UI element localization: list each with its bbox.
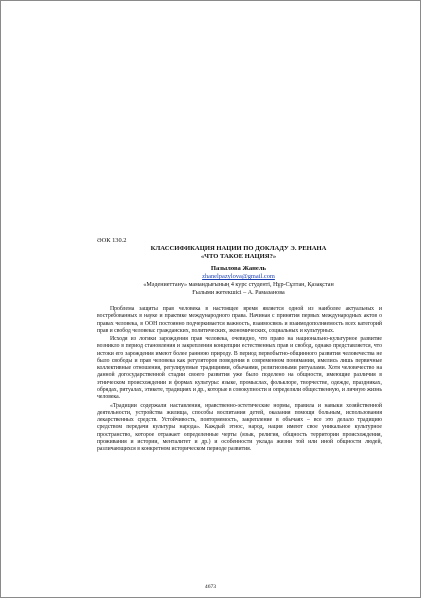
body-paragraph: Проблема защиты прав человека в настоящее время является одной из наиболее актуальных и востребованных в науке и практике международного права. Начиная с принятия первых международных актов о правах человека, в ООН постоянно подчеркивается важность, взаимосвязь и взаимодополняемость всех категорий прав и свобод человека: гражданских, политических, экономических, социальных и культурных. xyxy=(97,306,382,334)
body-paragraph: «Традиции содержали наставления, нравственно-эстетические нормы, правила и навыки хозяйственной деятельности, устройства жилища, способы воспитания детей, оказания помощи больным, использования лекарственных средств. Устойчивость, повторяемость, закрепление в обычаях – все это делало традицию средством передачи культуры народа». Каждый этнос, народ, нация имеют свое уникальное культурное пространство, которое отражает определенные черты (язык, религия, общность территории происхождения, проживания и истории, менталитет и др.) и особенности уклада жизни той или иной общности людей, различающихся в конкретном историческом периоде развития. xyxy=(97,402,382,453)
author-name: Пазылова Жанель xyxy=(210,265,267,272)
article-body xyxy=(97,306,382,453)
title-line: «ЧТО ТАКОЕ НАЦИЯ?» xyxy=(200,253,277,260)
author-affiliation xyxy=(97,281,380,297)
page-number: 4673 xyxy=(204,584,217,590)
article-title xyxy=(97,245,380,261)
title-line: КЛАССИФИКАЦИЯ НАЦИИ ПО ДОКЛАДУ Э. РЕНАНА xyxy=(150,245,327,252)
affiliation-line: Ғылыми жетекшісі – А. Рамазанова xyxy=(192,290,285,296)
author-email-link[interactable]: zhanelpazylova@gmail.com xyxy=(202,273,275,280)
affiliation-line: «Мәдениеттану» мамандығының 4 курс студенті, Нұр-Сұлтан, Қазақстан xyxy=(143,282,334,288)
udk-code: ӘОК 130.2 xyxy=(97,237,127,244)
body-paragraph: Исходя из логики зарождения прав человека, очевидно, что право на национально-культурное развитие возникло в период становления и закрепления концепции естественных прав и свобод, однако представляется, что истоки его зарождения имеют более раннюю природу. В период первобытно-общинного развития человечества не было свободы и прав человека как регуляторов поведения в современном понимании, имелись лишь первичные коллективные отношения, регулируемые традициями, обычаями, религиозными ритуалами. Хотя человечество на данной догосударственной стадии своего развития уже было поделено на общности, имеющие различия в этническом происхождении и формах культуры: языке, промыслах, фольклоре, творчестве, одежде, праздниках, обрядах, ритуалах, этикете, традициях и др., которые в совокупности и определяли общественную, и личную жизнь человека. xyxy=(97,336,382,401)
